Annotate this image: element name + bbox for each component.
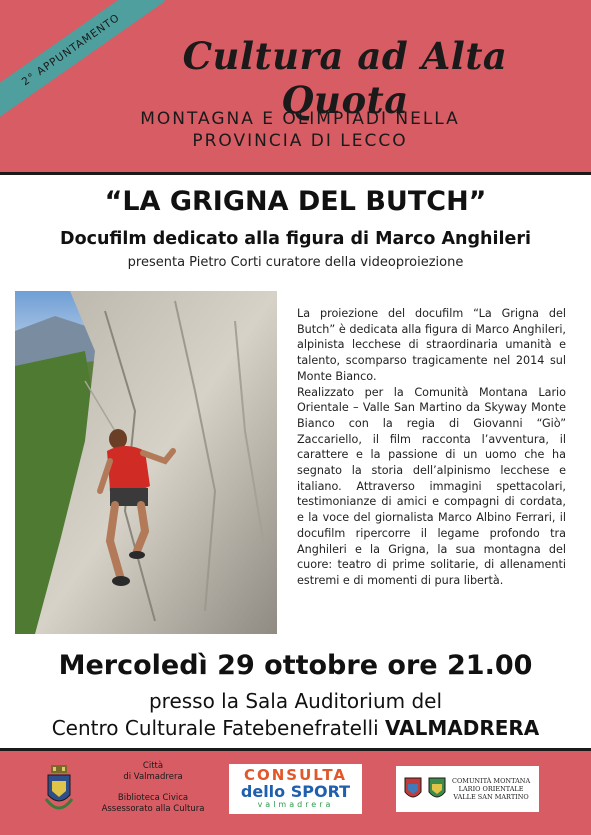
consulta-sport-logo (229, 764, 362, 814)
series-subtitle (120, 108, 480, 152)
climber-photo-illustration (15, 291, 277, 634)
city-label: Città (142, 761, 164, 771)
consulta-logo-line2: dello SPORT (240, 782, 351, 801)
city-name: di Valmadrera (123, 772, 183, 782)
presenter-line: presenta Pietro Corti curatore della videoproiezione (127, 255, 464, 270)
venue-line-2 (0, 716, 591, 740)
film-title: “LA GRIGNA DEL BUTCH” (104, 186, 487, 217)
consulta-logo-line1: CONSULTA (243, 766, 348, 784)
description-paragraph-2: Realizzato per la Comunità Montana Lario Orientale – Valle San Martino da Skyway Monte Bianco con la regia di Giovanni “Giò” Zaccariello, il film racconta l’avventura, il carattere e la passione di un uomo che ha segnato la storia dell’alpinismo lecchese e italiano. Attraverso immagini spettacolari, testimonianze di amici e compagni di cordata, e la voce del giornalista Marco Albino Ferrari, il docufilm ripercorre il legame profondo tra Anghileri e la Grigna, la sua montagna del cuore: teatro di prime solitarie, di allenamenti estremi e di momenti di pura libertà. (297, 385, 566, 587)
series-subtitle-line2: PROVINCIA DI LECCO (192, 131, 408, 151)
appointment-ribbon: 2° APPUNTAMENTO (0, 0, 165, 122)
footer-sponsors (0, 748, 591, 835)
library-label: Biblioteca Civica (117, 793, 189, 803)
comunita-text (452, 777, 530, 801)
comunita-shield-1-icon (404, 776, 422, 802)
film-description (297, 306, 566, 589)
consulta-logo-line3: valmadrera (257, 800, 334, 809)
series-subtitle-line1: MONTAGNA E OLIMPIADI NELLA (140, 109, 460, 129)
venue-name: Centro Culturale Fatebenefratelli (51, 716, 379, 740)
film-subtitle: Docufilm dedicato alla figura di Marco Anghileri (60, 229, 531, 249)
valmadrera-crest-icon (44, 765, 74, 817)
comunita-line3: VALLE SAN MARTINO (453, 793, 529, 801)
event-series-title: Cultura ad Alta Quota (182, 34, 508, 122)
event-date: Mercoledì 29 ottobre ore 21.00 (58, 650, 533, 681)
comunita-montana-logo (396, 766, 539, 812)
venue-city: VALMADRERA (385, 716, 540, 740)
culture-office-label: Assessorato alla Cultura (101, 804, 205, 814)
venue-line-1: presso la Sala Auditorium del (148, 689, 443, 713)
comunita-shield-2-icon (428, 776, 446, 802)
description-paragraph-1: La proiezione del docufilm “La Grigna del Butch” è dedicata alla figura di Marco Anghileri, alpinista lecchese di straordinaria umanità e talento, scomparso tragicamente nel 2014 sul Monte Bianco. (297, 307, 566, 383)
comunita-line2: LARIO ORIENTALE (458, 785, 524, 793)
comunita-line1: COMUNITÀ MONTANA (452, 777, 531, 785)
header-banner (0, 0, 591, 175)
climber-photo (15, 291, 277, 634)
city-of-valmadrera-text (98, 761, 208, 815)
